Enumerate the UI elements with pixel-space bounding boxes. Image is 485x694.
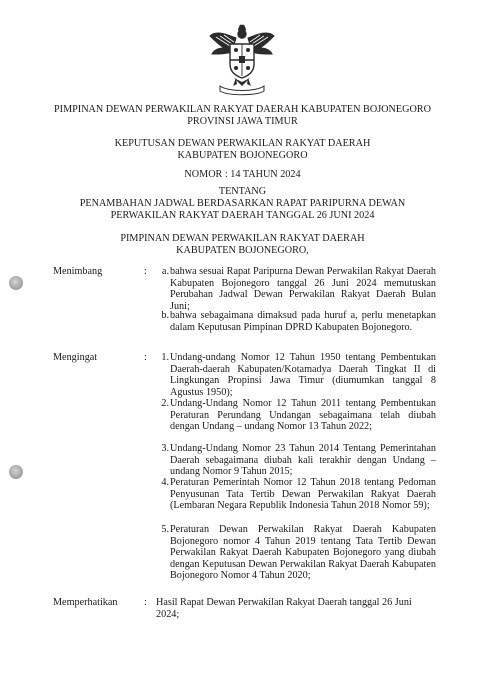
list-item-mark: a. — [161, 266, 169, 277]
institution-line-1: PIMPINAN DEWAN PERWAKILAN RAKYAT DAERAH KABUPATEN BOJONEGORO — [54, 104, 431, 115]
institution-line-2: PROVINSI JAWA TIMUR — [187, 116, 298, 127]
leader-heading — [0, 233, 485, 257]
list-item-text: Peraturan Pemerintah Nomor 12 Tahun 2018 tentang Pedoman Penyusunan Tata Tertib Dewan Perwakilan Rakyat Daerah (Lembaran Negara Republik Indonesia Tahun 2018 Nomor 59); — [170, 477, 436, 511]
memperhatikan-text: Hasil Rapat Dewan Perwakilan Rakyat Daerah tanggal 26 Juni 2024; — [156, 597, 412, 620]
leader-line-1: PIMPINAN DEWAN PERWAKILAN RAKYAT DAERAH — [120, 233, 365, 244]
punch-hole-bottom — [9, 465, 23, 479]
list-item-text: Peraturan Dewan Perwakilan Rakyat Daerah Kabupaten Bojonegoro nomor 4 Tahun 2019 tentang Tata Tertib Dewan Perwakilan Rakyat Daerah Kabupaten Bojonegoro yang diubah dengan Keputusan Dewan Perwakilan Rakyat Daerah Kabupaten Bojonegoro Nomor 4 Tahun 2020; — [170, 524, 436, 581]
list-item-mark: 4. — [161, 477, 169, 488]
decision-heading — [0, 138, 485, 162]
list-item-mark: 3. — [161, 443, 169, 454]
list-item-text: bahwa sesuai Rapat Paripurna Dewan Perwakilan Rakyat Daerah Kabupaten Bojonegoro tanggal 26 Juni 2024 memutuskan Perubahan Jadwal Dewan Perwakilan Rakyat Daerah Bulan Juni; — [170, 266, 436, 312]
institution-heading — [0, 104, 485, 128]
subject-about: TENTANG — [218, 186, 267, 197]
list-item-mark: b. — [161, 310, 169, 321]
section-label-menimbang: Menimbang — [53, 266, 103, 277]
list-item-text: Undang-Undang Nomor 23 Tahun 2014 Tentang Pemerintahan Daerah sebagaimana diubah kali terakhir dengan Undang – undang Nomor 9 Tahun 2015; — [170, 443, 436, 477]
section-label-memperhatikan: Memperhatikan — [53, 597, 118, 608]
decision-number: NOMOR : 14 TAHUN 2024 — [184, 169, 301, 180]
punch-hole-top — [9, 276, 23, 290]
section-label-mengingat: Mengingat — [53, 352, 98, 363]
leader-line-2: KABUPATEN BOJONEGORO, — [176, 245, 309, 256]
subject-line-2: PERWAKILAN RAKYAT DAERAH TANGGAL 26 JUNI 2024 — [110, 210, 375, 221]
list-item-mark: 5. — [161, 524, 169, 535]
decision-line-2: KABUPATEN BOJONEGORO — [177, 150, 308, 161]
list-item-text: Undang-Undang Nomor 12 Tahun 2011 tentang Pembentukan Peraturan Perundang Undangan sebagaimana telah diubah dengan Undang – undang Nomor 13 Tahun 2022; — [170, 398, 436, 432]
section-colon-mengingat: : — [144, 352, 147, 363]
decision-line-1: KEPUTUSAN DEWAN PERWAKILAN RAKYAT DAERAH — [114, 138, 371, 149]
subject-line-1: PENAMBAHAN JADWAL BERDASARKAN RAPAT PARIPURNA DEWAN — [79, 198, 406, 209]
list-item-mark: 2. — [161, 398, 169, 409]
list-item-mark: 1. — [161, 352, 169, 363]
garuda-emblem-icon — [206, 22, 278, 96]
list-item-text: bahwa sebagaimana dimaksud pada huruf a, perlu menetapkan dalam Keputusan Pimpinan DPRD Kabupaten Bojonegoro. — [170, 310, 436, 333]
subject-heading — [0, 186, 485, 222]
section-colon-menimbang: : — [144, 266, 147, 277]
list-item-text: Undang-undang Nomor 12 Tahun 1950 tentang Pembentukan Daerah-daerah Kabupaten/Kotamadya Daerah Tingkat II di Lingkungan Propinsi Jawa Timur (diumumkan tanggal 8 Agustus 1950); — [170, 352, 436, 398]
section-colon-memperhatikan: : — [144, 597, 147, 608]
